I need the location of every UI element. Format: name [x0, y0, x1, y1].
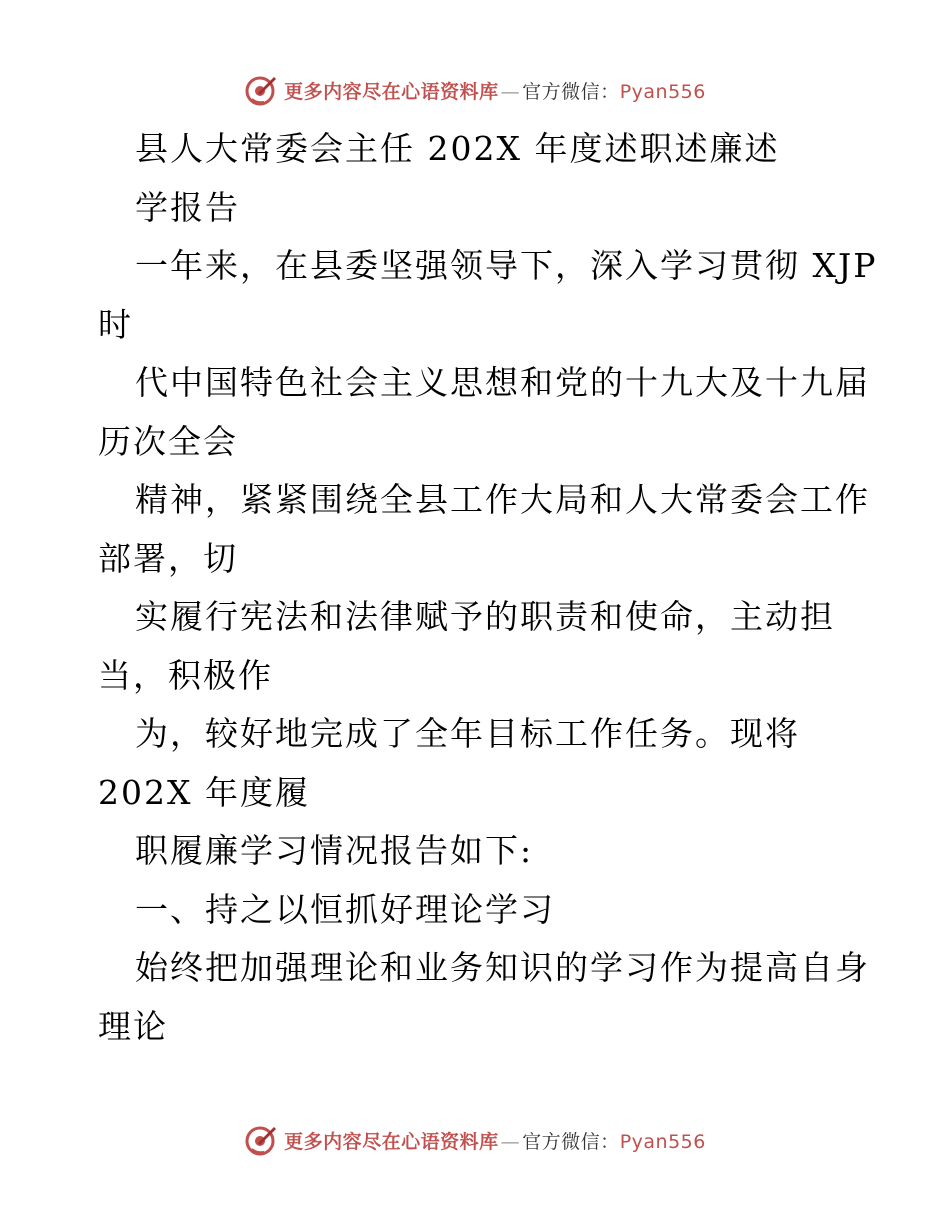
text-line: 职履廉学习情况报告如下:: [135, 831, 534, 870]
text-line: 始终把加强理论和业务知识的学习作为提高自身: [135, 948, 870, 987]
text-line: 时: [98, 304, 133, 344]
text-line: 理论: [98, 1006, 168, 1046]
text-line: 202X 年度履: [98, 772, 310, 812]
text-line: 代中国特色社会主义思想和党的十九大及十九届: [135, 363, 870, 402]
pen-logo-icon: [244, 73, 278, 107]
watermark-official: 官方微信：: [522, 1130, 620, 1153]
text-line: 精神，紧紧围绕全县工作大局和人大常委会工作: [135, 480, 870, 519]
watermark-separator: —: [500, 1130, 521, 1153]
text-line: 历次全会: [98, 421, 238, 461]
document-body: [98, 120, 878, 1056]
watermark-separator: —: [500, 80, 521, 103]
text-line: 当，积极作: [98, 655, 273, 695]
watermark-text: [284, 77, 706, 104]
text-line: 为，较好地完成了全年目标工作任务。现将: [135, 714, 800, 753]
watermark-main: 更多内容尽在心语资料库: [284, 80, 499, 103]
text-line: 实履行宪法和法律赋予的职责和使命，主动担: [135, 597, 835, 636]
text-line: 县人大常委会主任 202X 年度述职述廉述: [135, 129, 780, 168]
pen-logo-icon: [244, 1123, 278, 1157]
footer-watermark: [0, 1120, 950, 1160]
watermark-id: Pyan556: [619, 1130, 706, 1153]
watermark-main: 更多内容尽在心语资料库: [284, 1130, 499, 1153]
watermark-official: 官方微信：: [522, 80, 620, 103]
header-watermark: [0, 70, 950, 110]
watermark-id: Pyan556: [619, 80, 706, 103]
text-line: 一年来，在县委坚强领导下，深入学习贯彻 XJP: [135, 246, 878, 285]
text-line: 学报告: [135, 187, 240, 227]
text-line: 部署，切: [98, 538, 238, 578]
watermark-text: [284, 1127, 706, 1154]
text-line: 一、持之以恒抓好理论学习: [135, 889, 555, 929]
